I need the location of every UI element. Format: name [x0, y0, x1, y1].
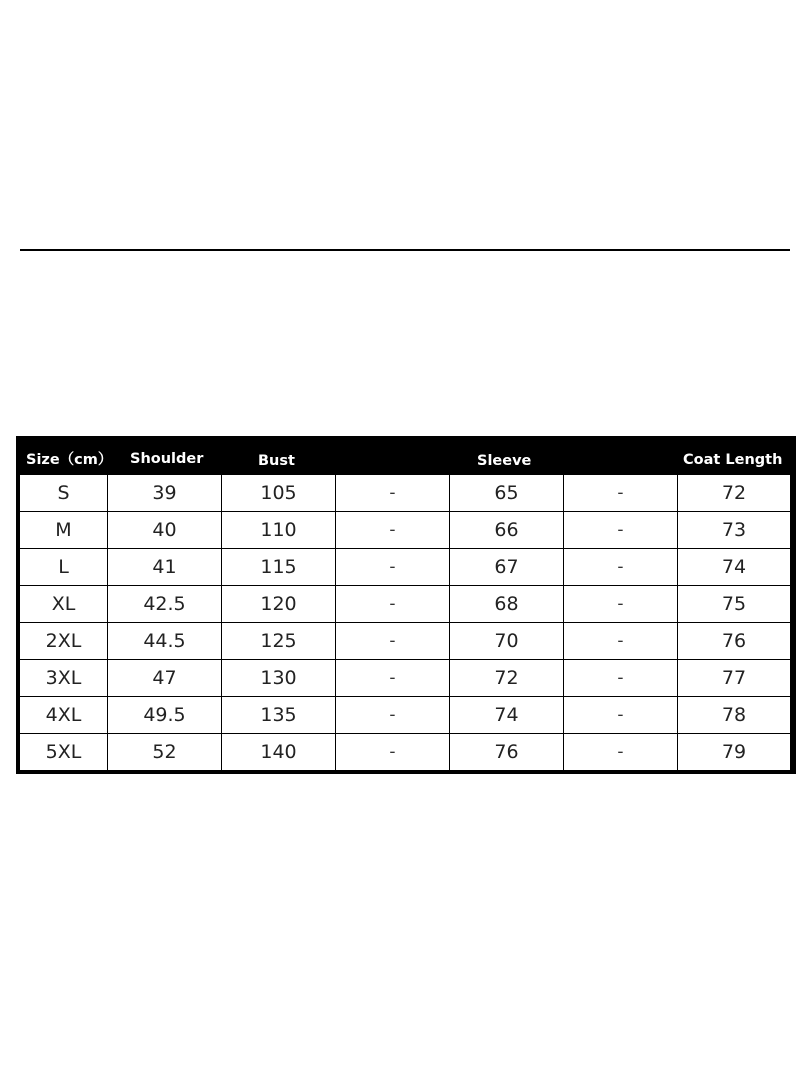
sleeve-cell: 72	[450, 660, 563, 696]
bust-cell: 110	[222, 512, 335, 548]
coat-length-cell: 78	[678, 697, 790, 733]
size-cell: M	[20, 512, 107, 548]
empty-column-cell: -	[564, 623, 677, 659]
empty-column-cell: -	[336, 512, 449, 548]
coat-length-cell: 73	[678, 512, 790, 548]
empty-column-cell: -	[564, 660, 677, 696]
empty-column-cell: -	[564, 697, 677, 733]
shoulder-cell: 39	[108, 475, 221, 511]
table-body	[20, 474, 792, 770]
coat-length-cell: 72	[678, 475, 790, 511]
sleeve-cell: 70	[450, 623, 563, 659]
sleeve-cell: 65	[450, 475, 563, 511]
header-coat-length: Coat Length	[683, 452, 783, 468]
coat-length-cell: 77	[678, 660, 790, 696]
sleeve-cell: 67	[450, 549, 563, 585]
coat-length-cell: 79	[678, 734, 790, 770]
bust-cell: 125	[222, 623, 335, 659]
size-cell: S	[20, 475, 107, 511]
empty-column-cell: -	[564, 475, 677, 511]
coat-length-cell: 75	[678, 586, 790, 622]
header-size: Size（cm）	[26, 452, 113, 468]
empty-column-cell: -	[336, 660, 449, 696]
empty-column-cell: -	[336, 623, 449, 659]
bust-cell: 140	[222, 734, 335, 770]
shoulder-cell: 49.5	[108, 697, 221, 733]
empty-column-cell: -	[564, 734, 677, 770]
empty-column-cell: -	[336, 549, 449, 585]
shoulder-cell: 41	[108, 549, 221, 585]
size-cell: 4XL	[20, 697, 107, 733]
empty-column-cell: -	[564, 512, 677, 548]
coat-length-cell: 74	[678, 549, 790, 585]
empty-column-cell: -	[336, 697, 449, 733]
header-sleeve: Sleeve	[477, 453, 532, 469]
bust-cell: 120	[222, 586, 335, 622]
coat-length-cell: 76	[678, 623, 790, 659]
size-cell: 2XL	[20, 623, 107, 659]
shoulder-cell: 42.5	[108, 586, 221, 622]
size-cell: 3XL	[20, 660, 107, 696]
header-bust: Bust	[258, 453, 295, 469]
shoulder-cell: 47	[108, 660, 221, 696]
bust-cell: 115	[222, 549, 335, 585]
empty-column-cell: -	[336, 586, 449, 622]
table-header-row	[16, 436, 796, 474]
empty-column-cell: -	[336, 475, 449, 511]
shoulder-cell: 44.5	[108, 623, 221, 659]
bust-cell: 135	[222, 697, 335, 733]
sleeve-cell: 74	[450, 697, 563, 733]
size-cell: L	[20, 549, 107, 585]
sleeve-cell: 68	[450, 586, 563, 622]
size-chart-table	[16, 436, 796, 774]
empty-column-cell: -	[336, 734, 449, 770]
size-cell: XL	[20, 586, 107, 622]
empty-column-cell: -	[564, 549, 677, 585]
bust-cell: 105	[222, 475, 335, 511]
header-shoulder: Shoulder	[130, 451, 204, 467]
sleeve-cell: 76	[450, 734, 563, 770]
shoulder-cell: 52	[108, 734, 221, 770]
shoulder-cell: 40	[108, 512, 221, 548]
empty-column-cell: -	[564, 586, 677, 622]
horizontal-divider	[20, 249, 790, 251]
bust-cell: 130	[222, 660, 335, 696]
sleeve-cell: 66	[450, 512, 563, 548]
size-cell: 5XL	[20, 734, 107, 770]
